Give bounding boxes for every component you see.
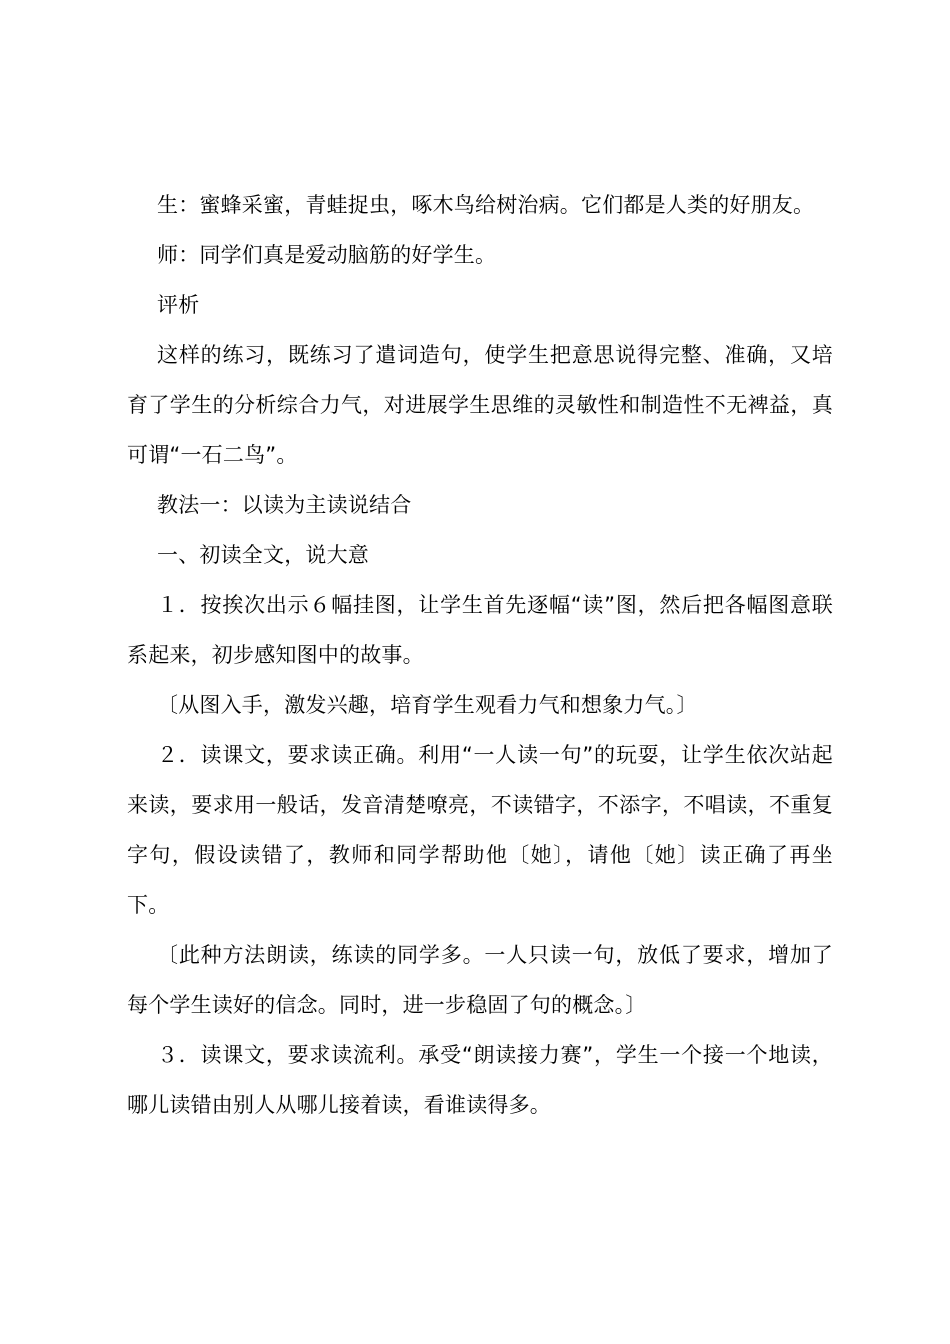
paragraph-step-3: ３．读课文，要求读流利。承受“朗读接力赛”，学生一个接一个地读，哪儿读错由别人从哪儿接着读，看谁读得多。 [127,1043,833,1117]
paragraph-teacher-remark: 师：同学们真是爱动脑筋的好学生。 [157,243,497,267]
paragraph-step-2: ２．读课文，要求读正确。利用“一人读一句”的玩耍，让学生依次站起来读，要求用一般话，发音清楚嘹亮，不读错字，不添字，不唱读，不重复字句，假设读错了，教师和同学帮助他〔她〕，请他〔她〕读正确了再坐下。 [127,743,833,917]
paragraph-student-answer: 生：蜜蜂采蜜，青蛙捉虫，啄木鸟给树治病。它们都是人类的好朋友。 [157,193,815,217]
paragraph-analysis-body: 这样的练习，既练习了遣词造句，使学生把意思说得完整、准确，又培育了学生的分析综合力气，对进展学生思维的灵敏性和制造性不无裨益，真可谓“一石二鸟”。 [127,343,833,467]
paragraph-step-1-note: 〔从图入手，激发兴趣，培育学生观看力气和想象力气。〕 [157,693,698,717]
paragraph-step-1: １．按挨次出示６幅挂图，让学生首先逐幅“读”图，然后把各幅图意联系起来，初步感知图中的故事。 [127,593,833,667]
paragraph-method-heading: 教法一：以读为主读说结合 [157,493,412,517]
paragraph-step-2-note: 〔此种方法朗读，练读的同学多。一人只读一句，放低了要求，增加了每个学生读好的信念。同时，进一步稳固了句的概念。〕 [127,943,833,1017]
paragraph-section-heading: 一、初读全文，说大意 [157,543,369,567]
document-page [127,180,833,1130]
paragraph-analysis-heading: 评析 [157,293,200,317]
